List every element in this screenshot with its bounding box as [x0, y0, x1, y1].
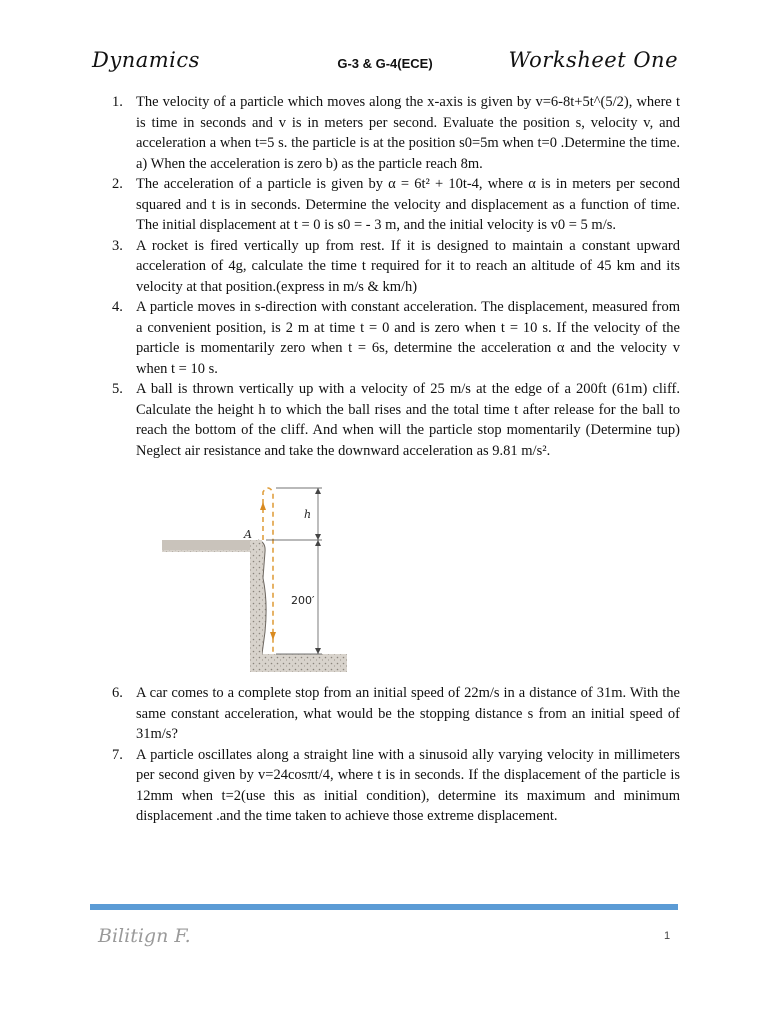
author-signature: Bilitign F. [98, 925, 191, 947]
problem-6: 6. A car comes to a complete stop from an initial speed of 22m/s in a distance of 31m. With the same constant acceleration, what would be the stopping distance s from an initial speed of 31m/s? [112, 685, 680, 742]
cliff-figure [162, 482, 347, 672]
page-number: 1 [664, 930, 671, 942]
problem-list [100, 92, 680, 461]
point-a-label: A [244, 528, 252, 541]
problem-4: 4. A particle moves in s-direction with constant acceleration. The displacement, measured from a convenient position, is 2 m at time t = 0 and is zero when t = 10 s. If the velocity of the particle is momentarily zero when t = 6s, determine the acceleration α and the velocity v when t = 10 s. [112, 299, 680, 377]
height-h-label: h [304, 508, 312, 521]
problem-list-continued [100, 683, 680, 827]
group-label: G-3 & G-4(ECE) [337, 56, 433, 71]
dimension-lines [266, 488, 322, 654]
cliff-ground [162, 540, 347, 672]
worksheet-title: Worksheet One [508, 48, 678, 72]
problem-5: 5. A ball is thrown vertically up with a velocity of 25 m/s at the edge of a 200ft (61m) cliff. Calculate the height h to which the ball rises and the total time t after release for the ball to reach the bottom of the cliff. And when will the particle stop momentarily (Determine tup) Neglect air resistance and take the downward acceleration as 9.81 m/s². [112, 381, 680, 459]
problem-3: 3. A rocket is fired vertically up from rest. If it is designed to maintain a constant upward acceleration of 4g, calculate the time t required for it to reach an altitude of 45 km and its velocity at that position.(express in m/s & km/h) [112, 237, 680, 295]
page-header [92, 48, 678, 78]
footer-divider [90, 904, 678, 910]
problem-2: 2. The acceleration of a particle is given by α = 6t² + 10t-4, where α is in meters per second squared and t is in seconds. Determine the velocity and displacement as a function of time. The initial displacement at t = 0 is s0 = - 3 m, and the initial velocity is v0 = 5 m/s. [112, 176, 680, 233]
cliff-height-label: 200′ [291, 594, 315, 607]
problem-7: 7. A particle oscillates along a straight line with a sinusoid ally varying velocity in millimeters per second given by v=24cosπt/4, where t is in seconds. If the displacement of the particle is 12mm when t=2(use this as initial condition), determine its maximum and minimum displacement .and the time taken to achieve those extreme displacement. [112, 746, 680, 824]
course-title: Dynamics [92, 48, 200, 72]
problem-1: 1. The velocity of a particle which moves along the x-axis is given by v=6-8t+5t^(5/2), where t is time in seconds and v is in meters per second. Evaluate the position s, velocity v, and acceleration a when t=5 s. the particle is at the position s0=5m when t=0 .Determine the time. a) When the acceleration is zero b) as the particle reach 8m. [112, 94, 680, 172]
